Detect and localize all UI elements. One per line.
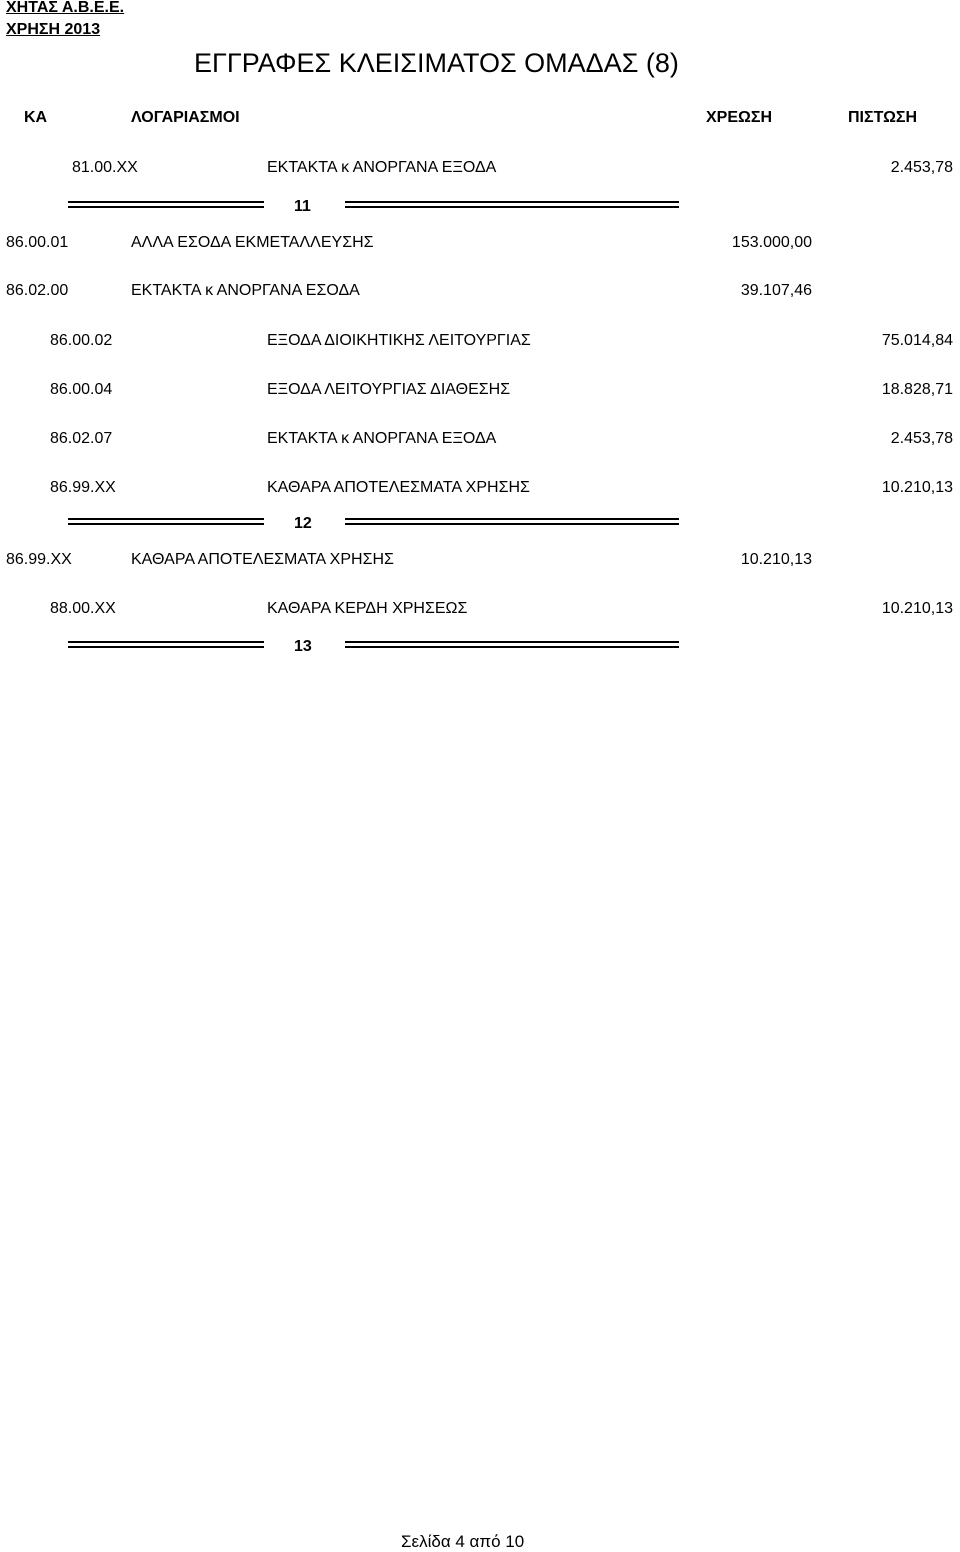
entry-row-account: ΚΑΘΑΡΑ ΚΕΡΔΗ ΧΡΗΣΕΩΣ [267, 600, 468, 617]
separator-line-right [345, 518, 679, 525]
entry-row-account: ΕΚΤΑΚΤΑ κ ΑΝΟΡΓΑΝΑ ΕΞΟΔΑ [267, 430, 497, 447]
entry-row-credit: 2.453,78 [890, 159, 953, 176]
column-header-code: ΚΑ [24, 109, 48, 126]
entry-row-account: ΚΑΘΑΡΑ ΑΠΟΤΕΛΕΣΜΑΤΑ ΧΡΗΣΗΣ [131, 551, 394, 568]
separator-line-left [68, 201, 264, 208]
column-header-credit: ΠΙΣΤΩΣΗ [848, 109, 918, 126]
entry-row-debit: 39.107,46 [740, 282, 812, 299]
separator-number: 11 [294, 198, 311, 215]
entry-row-account: ΕΞΟΔΑ ΔΙΟΙΚΗΤΙΚΗΣ ΛΕΙΤΟΥΡΓΙΑΣ [267, 332, 531, 349]
entry-row-account: ΕΚΤΑΚΤΑ κ ΑΝΟΡΓΑΝΑ ΕΞΟΔΑ [267, 159, 497, 176]
entry-row-code: 86.00.04 [50, 381, 113, 398]
company-name: ΧΗΤΑΣ Α.Β.Ε.Ε. [6, 0, 125, 16]
entry-row-code: 86.00.02 [50, 332, 113, 349]
entry-row-debit: 10.210,13 [740, 551, 812, 568]
separator-number: 12 [294, 515, 312, 532]
entry-row-code: 88.00.XX [50, 600, 116, 617]
entry-row-code: 81.00.XX [72, 159, 138, 176]
entry-row-credit: 10.210,13 [881, 600, 953, 617]
page-title: ΕΓΓΡΑΦΕΣ ΚΛΕΙΣΙΜΑΤΟΣ ΟΜΑΔΑΣ (8) [194, 48, 679, 78]
entry-row-account: ΑΛΛΑ ΕΣΟΔΑ ΕΚΜΕΤΑΛΛΕΥΣΗΣ [131, 234, 374, 251]
entry-row-credit: 18.828,71 [881, 381, 953, 398]
separator-line-right [345, 201, 679, 208]
column-header-debit: ΧΡΕΩΣΗ [706, 109, 772, 126]
separator-number: 13 [294, 638, 312, 655]
entry-row-code: 86.00.01 [6, 234, 69, 251]
entry-row-code: 86.02.07 [50, 430, 113, 447]
entry-row-account: ΕΞΟΔΑ ΛΕΙΤΟΥΡΓΙΑΣ ΔΙΑΘΕΣΗΣ [267, 381, 511, 398]
entry-row-code: 86.99.XX [50, 479, 116, 496]
entry-row-account: ΚΑΘΑΡΑ ΑΠΟΤΕΛΕΣΜΑΤΑ ΧΡΗΣΗΣ [267, 479, 530, 496]
entry-row-credit: 10.210,13 [881, 479, 953, 496]
separator-line-left [68, 641, 264, 648]
entry-row-debit: 153.000,00 [731, 234, 812, 251]
separator-line-right [345, 641, 679, 648]
page-number: Σελίδα 4 από 10 [401, 1532, 525, 1551]
column-header-accounts: ΛΟΓΑΡΙΑΣΜΟΙ [131, 109, 240, 126]
separator-line-left [68, 518, 264, 525]
entry-row-account: ΕΚΤΑΚΤΑ κ ΑΝΟΡΓΑΝΑ ΕΣΟΔΑ [131, 282, 360, 299]
entry-row-code: 86.02.00 [6, 282, 69, 299]
entry-row-credit: 75.014,84 [881, 332, 953, 349]
entry-row-code: 86.99.XX [6, 551, 72, 568]
fiscal-year: ΧΡΗΣΗ 2013 [6, 21, 101, 38]
entry-row-credit: 2.453,78 [890, 430, 953, 447]
